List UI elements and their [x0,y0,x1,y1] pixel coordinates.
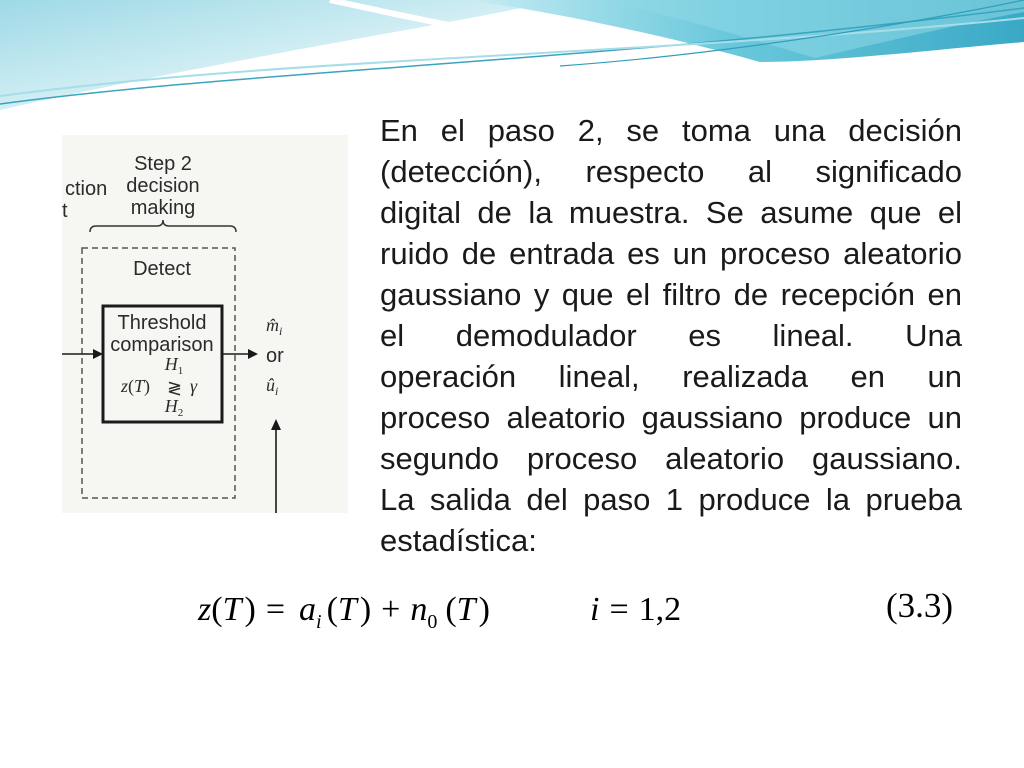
hypothesis-h2 [164,396,184,419]
paragraph-line: ruido de entrada es un proceso aleatorio [380,236,962,271]
eq-z: z [198,591,212,628]
h1-subscript: 1 [177,365,184,377]
threshold-gamma: γ [190,376,198,396]
h2-letter: H [164,396,178,416]
cond-equals: = [609,591,629,628]
test-statistic-equation [198,588,490,636]
paragraph-line: estadística: [380,523,537,558]
decision-diagram-figure [62,135,348,513]
paragraph-line: gaussiano y que el filtro de recepción en [380,277,962,312]
output-or: or [266,345,284,367]
output-arrow-head [248,349,258,359]
hypothesis-h1 [164,354,184,377]
step-title-line-2: decision [126,175,200,197]
step-brace [90,220,236,232]
detect-dashed-box [82,248,235,498]
u-hat-subscript: i [275,384,279,398]
paragraph-line: En el paso 2, se toma una decisión [380,113,962,148]
decision-diagram [62,135,348,513]
test-close-paren: ) [144,376,151,396]
eq-plus: + [381,591,401,628]
explanation-paragraph [380,110,962,561]
threshold-label: Threshold [117,312,207,334]
u-hat-letter: û [266,375,275,395]
detect-label: Detect [133,258,191,280]
eq-T: T [456,591,476,628]
test-z: z [121,376,129,396]
greater-or-less-relation: ≷ [167,378,183,398]
output-m-hat [266,315,282,338]
eq-equals: = [265,591,285,628]
cut-label-t: t [62,200,68,222]
comparison-label: comparison [110,334,214,356]
step-title-line-1: Step 2 [134,153,192,175]
output-u-hat [266,375,278,398]
test-statistic [120,376,150,397]
eq-open-paren: ( [326,591,338,628]
eq-T: T [222,591,242,628]
h1-letter: H [164,354,178,374]
cut-label-ction: ction [65,178,108,200]
paragraph-line: digital de la muestra. Se asume que el [380,195,962,230]
eq-open-paren: ( [445,591,457,628]
eq-a-subscript: i [316,611,322,633]
equation-number: (3.3) [886,586,954,625]
m-hat-letter: m̂ [266,315,279,335]
eq-T: T [337,591,357,628]
paragraph-line: el demodulador es lineal. Una [380,318,962,353]
paragraph-line: (detección), respecto al significado [380,154,962,189]
index-condition [590,588,681,632]
eq-open-paren: ( [211,591,223,628]
h2-subscript: 2 [177,407,184,419]
eq-a: a [299,591,316,628]
cond-i: i [590,591,600,628]
test-T: T [134,376,145,396]
paragraph-line: La salida del paso 1 produce la prueba [380,482,962,517]
feedback-arrow-head [271,419,281,430]
step-title-line-3: making [130,197,196,219]
paragraph-line: segundo proceso aleatorio gaussiano. [380,441,962,476]
eq-close-paren: ) [478,591,490,628]
m-hat-subscript: i [279,324,283,338]
paragraph-line: proceso aleatorio gaussiano produce un [380,400,962,435]
eq-n: n [410,591,428,628]
paragraph-line: operación lineal, realizada en un [380,359,962,394]
cond-values: 1,2 [638,591,682,628]
eq-n-subscript: 0 [427,611,438,633]
eq-close-paren: ) [359,591,372,628]
test-open-paren: ( [128,376,135,396]
eq-close-paren: ) [244,591,256,628]
